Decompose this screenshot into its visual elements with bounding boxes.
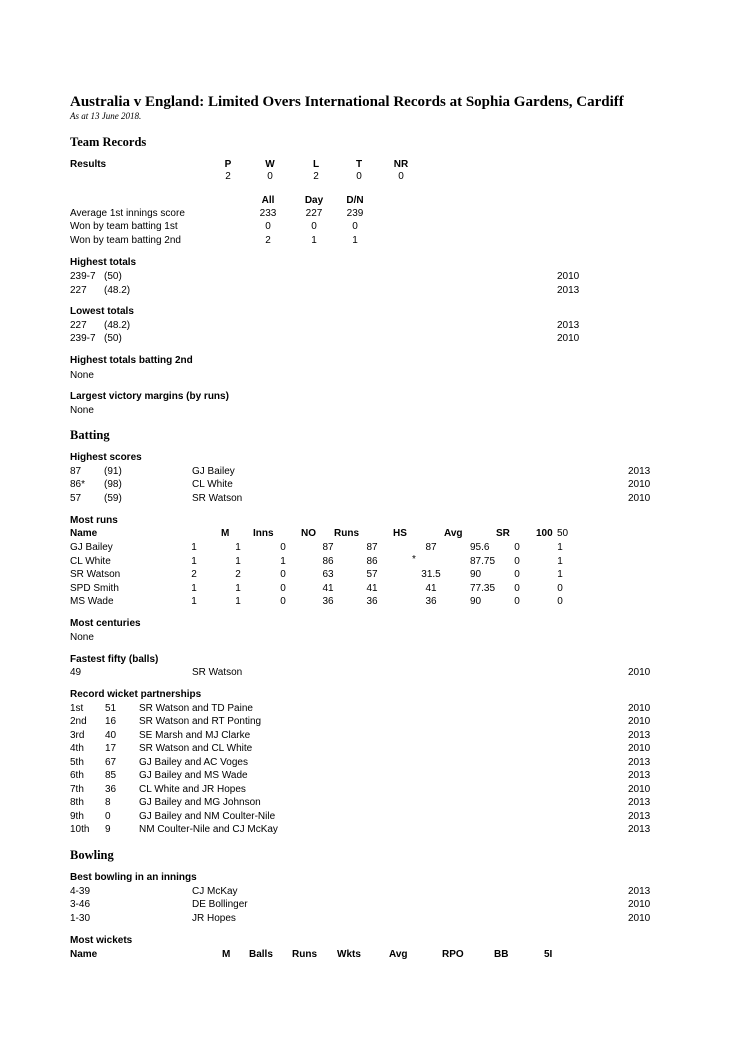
- most-runs-m: 1: [191, 542, 197, 553]
- most-runs-avg: 87.75: [470, 556, 496, 567]
- most-runs-runs: 86: [322, 556, 334, 567]
- best-bowling-year: 2010: [628, 913, 651, 924]
- best-bowling-player: JR Hopes: [192, 913, 236, 924]
- most-runs-player: SPD Smith: [70, 583, 119, 594]
- most-wickets-heading: Most wickets: [70, 935, 133, 946]
- most-wickets-col-runs: Runs: [292, 949, 317, 960]
- most-runs-sr: 0: [514, 569, 520, 580]
- most-runs-m: 1: [191, 583, 197, 594]
- partnership-players: SE Marsh and MJ Clarke: [139, 730, 251, 741]
- average-row-day: 1: [311, 235, 317, 246]
- highest-2nd-heading: Highest totals batting 2nd: [70, 355, 193, 366]
- partnership-players: GJ Bailey and NM Coulter-Nile: [139, 811, 276, 822]
- most-runs-col-50: 50: [557, 528, 569, 539]
- results-value-l: 2: [313, 171, 319, 182]
- most-runs-col-runs: Runs: [334, 528, 359, 539]
- partnership-wicket: 3rd: [70, 730, 85, 741]
- fastest-fifty-heading: Fastest fifty (balls): [70, 654, 159, 665]
- partnership-players: SR Watson and CL White: [139, 743, 253, 754]
- partnership-runs: 51: [105, 703, 117, 714]
- most-runs-runs: 87: [322, 542, 334, 553]
- most-runs-50: 1: [557, 542, 563, 553]
- partnership-wicket: 7th: [70, 784, 84, 795]
- highest-2nd-value: None: [70, 370, 94, 381]
- most-runs-sr: 0: [514, 556, 520, 567]
- highest-score-balls: (98): [104, 479, 122, 490]
- results-col-nr: NR: [393, 159, 409, 170]
- partnership-players: NM Coulter-Nile and CJ McKay: [139, 824, 278, 835]
- best-bowling-year: 2013: [628, 886, 651, 897]
- lowest-total-year: 2013: [557, 320, 580, 331]
- most-runs-sr: 0: [514, 542, 520, 553]
- most-runs-50: 0: [557, 596, 563, 607]
- best-bowling-figures: 4-39: [70, 886, 91, 897]
- results-col-l: L: [312, 159, 320, 170]
- largest-margins-heading: Largest victory margins (by runs): [70, 391, 229, 402]
- best-bowling-player: CJ McKay: [192, 886, 238, 897]
- highest-score-runs: 57: [70, 493, 82, 504]
- partnership-players: GJ Bailey and AC Voges: [139, 757, 248, 768]
- average-row-label: Won by team batting 1st: [70, 221, 178, 232]
- most-runs-avg: 95.6: [470, 542, 490, 553]
- partnership-runs: 67: [105, 757, 117, 768]
- most-runs-m: 2: [191, 569, 197, 580]
- partnership-runs: 9: [105, 824, 111, 835]
- average-row-day: 0: [311, 221, 317, 232]
- highest-score-year: 2013: [628, 466, 651, 477]
- most-runs-50: 0: [557, 583, 563, 594]
- most-runs-hs: 86: [366, 556, 378, 567]
- lowest-total-overs: (48.2): [104, 320, 131, 331]
- averages-col-all: All: [261, 195, 275, 206]
- most-runs-runs: 36: [322, 596, 334, 607]
- highest-totals-heading: Highest totals: [70, 257, 137, 268]
- partnership-year: 2013: [628, 770, 651, 781]
- most-runs-sr: 0: [514, 583, 520, 594]
- most-runs-hs: 36: [366, 596, 378, 607]
- most-runs-50: 1: [557, 569, 563, 580]
- most-runs-no: 0: [280, 583, 286, 594]
- partnership-runs: 16: [105, 716, 117, 727]
- most-runs-avg: 90: [470, 596, 482, 607]
- partnership-runs: 0: [105, 811, 111, 822]
- partnership-runs: 17: [105, 743, 117, 754]
- partnership-year: 2013: [628, 730, 651, 741]
- average-row-all: 0: [265, 221, 271, 232]
- results-col-t: T: [355, 159, 363, 170]
- partnership-wicket: 6th: [70, 770, 84, 781]
- most-runs-player: SR Watson: [70, 569, 121, 580]
- results-col-p: P: [224, 159, 232, 170]
- partnership-wicket: 8th: [70, 797, 84, 808]
- average-row-dn: 239: [346, 208, 364, 219]
- partnerships-heading: Record wicket partnerships: [70, 689, 202, 700]
- results-value-p: 2: [225, 171, 231, 182]
- most-runs-col-hs: HS: [393, 528, 407, 539]
- most-runs-no: 0: [280, 596, 286, 607]
- lowest-total-score: 227: [70, 320, 87, 331]
- averages-col-dn: D/N: [346, 195, 364, 206]
- most-runs-inns: 1: [235, 556, 241, 567]
- most-wickets-col-avg: Avg: [389, 949, 408, 960]
- section-heading-bowling: Bowling: [70, 848, 114, 862]
- most-runs-runs: 41: [322, 583, 334, 594]
- page-title: Australia v England: Limited Overs International Records at Sophia Gardens, Cardiff: [70, 94, 624, 110]
- most-runs-no: 1: [280, 556, 286, 567]
- results-value-t: 0: [356, 171, 362, 182]
- highest-score-player: SR Watson: [192, 493, 243, 504]
- largest-margins-value: None: [70, 405, 94, 416]
- partnership-wicket: 9th: [70, 811, 84, 822]
- partnership-year: 2013: [628, 797, 651, 808]
- best-bowling-year: 2010: [628, 899, 651, 910]
- highest-total-year: 2013: [557, 285, 580, 296]
- partnership-year: 2010: [628, 743, 651, 754]
- partnership-year: 2010: [628, 784, 651, 795]
- page-subtitle: As at 13 June 2018.: [70, 111, 142, 121]
- most-runs-player: MS Wade: [70, 596, 114, 607]
- partnership-year: 2010: [628, 703, 651, 714]
- lowest-total-year: 2010: [557, 333, 580, 344]
- partnership-wicket: 1st: [70, 703, 84, 714]
- most-runs-no: 0: [280, 542, 286, 553]
- highest-score-year: 2010: [628, 493, 651, 504]
- lowest-total-overs: (50): [104, 333, 122, 344]
- most-runs-player: GJ Bailey: [70, 542, 113, 553]
- most-runs-avg: 90: [470, 569, 482, 580]
- most-wickets-col-m: M: [222, 949, 231, 960]
- highest-score-balls: (91): [104, 466, 122, 477]
- average-row-label: Won by team batting 2nd: [70, 235, 181, 246]
- most-runs-heading: Most runs: [70, 515, 118, 526]
- highest-score-year: 2010: [628, 479, 651, 490]
- most-runs-m: 1: [191, 596, 197, 607]
- results-value-nr: 0: [398, 171, 404, 182]
- highest-score-player: GJ Bailey: [192, 466, 235, 477]
- results-label: Results: [70, 159, 107, 170]
- partnership-runs: 8: [105, 797, 111, 808]
- best-bowling-player: DE Bollinger: [192, 899, 248, 910]
- fastest-fifty-balls: 49: [70, 667, 82, 678]
- partnership-wicket: 10th: [70, 824, 90, 835]
- most-runs-inns: 1: [235, 583, 241, 594]
- average-row-all: 2: [265, 235, 271, 246]
- results-col-w: W: [265, 159, 275, 170]
- most-runs-col-no: NO: [301, 528, 316, 539]
- average-row-label: Average 1st innings score: [70, 208, 185, 219]
- most-wickets-col-name: Name: [70, 949, 98, 960]
- highest-scores-heading: Highest scores: [70, 452, 142, 463]
- most-runs-hs: 41: [366, 583, 378, 594]
- most-runs-avg: 77.35: [470, 583, 496, 594]
- most-runs-col-100: 100: [536, 528, 553, 539]
- highest-total-score: 227: [70, 285, 87, 296]
- most-centuries-heading: Most centuries: [70, 618, 141, 629]
- most-runs-sr: 0: [514, 596, 520, 607]
- most-runs-col-name: Name: [70, 528, 98, 539]
- most-runs-col-m: M: [221, 528, 230, 539]
- most-runs-avg-col: 41: [425, 583, 437, 594]
- most-runs-player: CL White: [70, 556, 111, 567]
- lowest-total-score: 239-7: [70, 333, 96, 344]
- most-wickets-col-rpo: RPO: [442, 949, 464, 960]
- most-runs-hs-star: *: [412, 554, 416, 565]
- most-runs-col-sr: SR: [496, 528, 510, 539]
- partnership-runs: 40: [105, 730, 117, 741]
- partnership-players: CL White and JR Hopes: [139, 784, 246, 795]
- highest-score-runs: 86*: [70, 479, 86, 490]
- most-runs-inns: 1: [235, 542, 241, 553]
- most-runs-no: 0: [280, 569, 286, 580]
- most-runs-col-inns: Inns: [253, 528, 274, 539]
- highest-total-year: 2010: [557, 271, 580, 282]
- most-runs-inns: 1: [235, 596, 241, 607]
- averages-col-day: Day: [304, 195, 324, 206]
- most-runs-hs: 87: [366, 542, 378, 553]
- partnership-year: 2013: [628, 824, 651, 835]
- most-wickets-col-5i: 5I: [544, 949, 553, 960]
- lowest-totals-heading: Lowest totals: [70, 306, 134, 317]
- most-runs-runs: 63: [322, 569, 334, 580]
- partnership-players: GJ Bailey and MG Johnson: [139, 797, 261, 808]
- highest-score-player: CL White: [192, 479, 233, 490]
- partnership-players: SR Watson and TD Paine: [139, 703, 253, 714]
- section-heading-team-records: Team Records: [70, 135, 147, 149]
- most-runs-hs: 57: [366, 569, 378, 580]
- average-row-dn: 0: [352, 221, 358, 232]
- most-runs-50: 1: [557, 556, 563, 567]
- partnership-year: 2010: [628, 716, 651, 727]
- most-runs-col-avg: Avg: [444, 528, 463, 539]
- best-bowling-figures: 3-46: [70, 899, 91, 910]
- average-row-day: 227: [305, 208, 323, 219]
- partnership-wicket: 5th: [70, 757, 84, 768]
- average-row-all: 233: [259, 208, 277, 219]
- most-wickets-col-bb: BB: [494, 949, 509, 960]
- highest-total-overs: (50): [104, 271, 122, 282]
- best-bowling-heading: Best bowling in an innings: [70, 872, 197, 883]
- average-row-dn: 1: [352, 235, 358, 246]
- partnership-wicket: 4th: [70, 743, 84, 754]
- most-runs-avg-col: 87: [425, 542, 437, 553]
- most-centuries-value: None: [70, 632, 94, 643]
- partnership-runs: 85: [105, 770, 117, 781]
- section-heading-batting: Batting: [70, 428, 110, 442]
- partnership-wicket: 2nd: [70, 716, 87, 727]
- most-runs-avg-col: 36: [425, 596, 437, 607]
- highest-total-overs: (48.2): [104, 285, 131, 296]
- partnership-players: SR Watson and RT Ponting: [139, 716, 262, 727]
- most-runs-avg-col: 31.5: [421, 569, 441, 580]
- most-runs-inns: 2: [235, 569, 241, 580]
- results-value-w: 0: [267, 171, 273, 182]
- best-bowling-figures: 1-30: [70, 913, 91, 924]
- partnership-year: 2013: [628, 811, 651, 822]
- fastest-fifty-player: SR Watson: [192, 667, 243, 678]
- fastest-fifty-year: 2010: [628, 667, 651, 678]
- most-wickets-col-wkts: Wkts: [337, 949, 361, 960]
- most-wickets-col-balls: Balls: [249, 949, 273, 960]
- highest-total-score: 239-7: [70, 271, 96, 282]
- highest-score-balls: (59): [104, 493, 122, 504]
- partnership-year: 2013: [628, 757, 651, 768]
- highest-score-runs: 87: [70, 466, 82, 477]
- partnership-players: GJ Bailey and MS Wade: [139, 770, 248, 781]
- partnership-runs: 36: [105, 784, 117, 795]
- most-runs-m: 1: [191, 556, 197, 567]
